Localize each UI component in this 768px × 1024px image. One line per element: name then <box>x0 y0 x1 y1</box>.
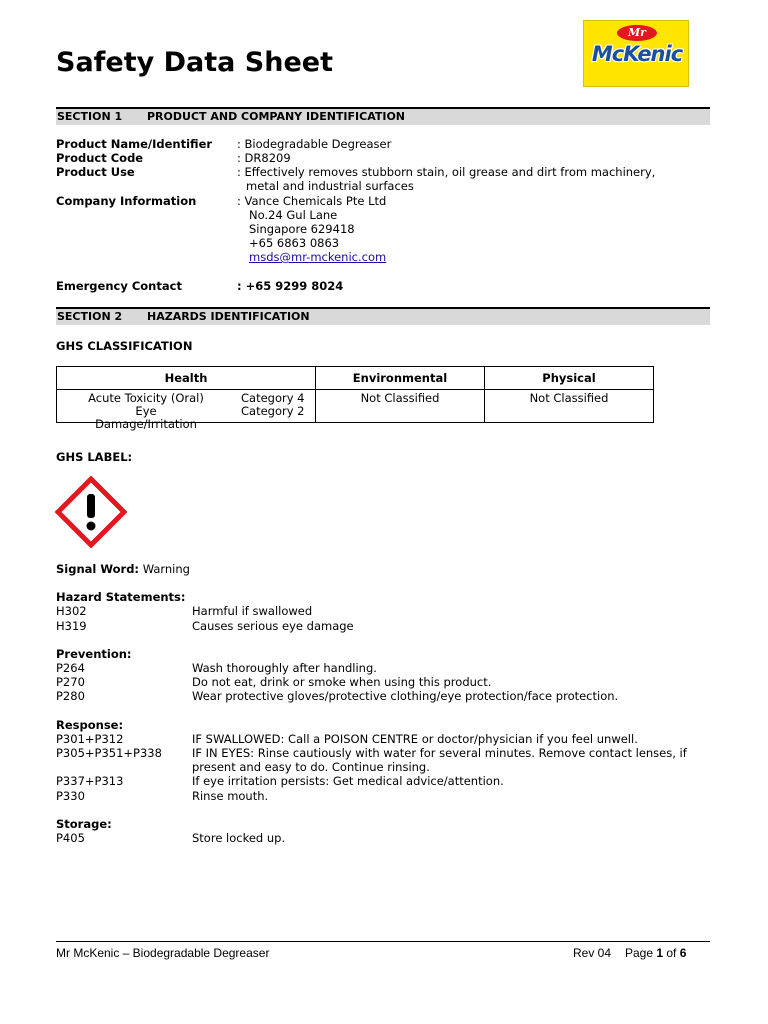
health-hazard: Acute Toxicity (Oral) <box>88 391 204 405</box>
footer-document-name: Mr McKenic – Biodegradable Degreaser <box>56 946 270 960</box>
statement-code: H302 <box>56 604 87 618</box>
statement-text: Causes serious eye damage <box>192 619 354 633</box>
statement-code: P301+P312 <box>56 732 124 746</box>
section-name: HAZARDS IDENTIFICATION <box>147 310 310 323</box>
statement-code: P270 <box>56 675 85 689</box>
company-name: : Vance Chemicals Pte Ltd <box>237 194 387 208</box>
page-of: of <box>663 946 680 960</box>
statement-text: Store locked up. <box>192 831 286 845</box>
signal-word <box>56 562 190 576</box>
section-number: SECTION 2 <box>57 310 123 323</box>
company-info-label: Company Information <box>56 194 197 208</box>
page-total: 6 <box>679 946 687 960</box>
product-use-value-cont: metal and industrial surfaces <box>246 179 414 193</box>
ghs-label-heading: GHS LABEL: <box>56 450 133 464</box>
statement-code: H319 <box>56 619 87 633</box>
logo-mr-badge: Mr <box>617 25 657 41</box>
table-row <box>57 390 654 423</box>
product-name-value: : Biodegradable Degreaser <box>237 137 392 151</box>
statement-code: P264 <box>56 661 85 675</box>
footer-revision: Rev 04 <box>573 946 612 960</box>
table-header-row <box>57 367 654 390</box>
environmental-cell: Not Classified <box>316 390 485 423</box>
statement-text: IF IN EYES: Rinse cautiously with water for several minutes. Remove contact lenses, if <box>192 746 687 760</box>
logo-brand-name: McKenic <box>591 42 683 66</box>
health-hazard: Eye Damage/Irritation <box>95 404 197 431</box>
section-2-header <box>56 307 710 325</box>
statement-text: Harmful if swallowed <box>192 604 313 618</box>
statement-text: If eye irritation persists: Get medical advice/attention. <box>192 774 504 788</box>
company-email-link[interactable]: msds@mr-mckenic.com <box>249 250 387 264</box>
section-name: PRODUCT AND COMPANY IDENTIFICATION <box>147 110 406 123</box>
health-cell <box>57 390 316 431</box>
hazard-statements-heading: Hazard Statements: <box>56 590 186 604</box>
statement-code: P305+P351+P338 <box>56 746 162 760</box>
response-heading: Response: <box>56 718 124 732</box>
page-prefix: Page <box>625 946 657 960</box>
document-title: Safety Data Sheet <box>56 47 333 78</box>
column-header-environmental: Environmental <box>316 367 485 390</box>
statement-code: P337+P313 <box>56 774 124 788</box>
exclamation-mark-pictogram-icon <box>55 476 127 548</box>
product-use-value: : Effectively removes stubborn stain, oil grease and dirt from machinery, <box>237 165 656 179</box>
health-category: Category 2 <box>241 404 305 418</box>
product-name-label: Product Name/Identifier <box>56 137 213 151</box>
product-use-label: Product Use <box>56 165 135 179</box>
company-address: No.24 Gul Lane <box>249 208 338 222</box>
section-1-header <box>56 107 710 125</box>
ghs-classification-table <box>56 366 654 431</box>
prevention-heading: Prevention: <box>56 647 132 661</box>
footer-page-number <box>625 946 686 960</box>
statement-text: Rinse mouth. <box>192 789 269 803</box>
emergency-contact-value: : +65 9299 8024 <box>237 279 344 293</box>
statement-text: Wash thoroughly after handling. <box>192 661 377 675</box>
page-current: 1 <box>656 946 664 960</box>
storage-heading: Storage: <box>56 817 112 831</box>
statement-code: P280 <box>56 689 85 703</box>
statement-code: P405 <box>56 831 85 845</box>
company-city: Singapore 629418 <box>249 222 355 236</box>
section-number: SECTION 1 <box>57 110 123 123</box>
statement-text-cont: present and easy to do. Continue rinsing. <box>192 760 430 774</box>
product-code-value: : DR8209 <box>237 151 291 165</box>
emergency-contact-label: Emergency Contact <box>56 279 182 293</box>
column-header-health: Health <box>57 367 316 390</box>
column-header-physical: Physical <box>485 367 654 390</box>
signal-word-label: Signal Word: <box>56 562 140 576</box>
statement-text: IF SWALLOWED: Call a POISON CENTRE or doctor/physician if you feel unwell. <box>192 732 638 746</box>
signal-word-value: Warning <box>142 562 190 576</box>
company-phone: +65 6863 0863 <box>249 236 340 250</box>
statement-text: Wear protective gloves/protective clothing/eye protection/face protection. <box>192 689 619 703</box>
statement-code: P330 <box>56 789 85 803</box>
ghs-classification-heading: GHS CLASSIFICATION <box>56 339 193 353</box>
company-logo <box>583 20 689 87</box>
product-code-label: Product Code <box>56 151 144 165</box>
health-category: Category 4 <box>241 391 305 405</box>
footer-divider <box>56 941 710 942</box>
physical-cell: Not Classified <box>485 390 654 423</box>
statement-text: Do not eat, drink or smoke when using this product. <box>192 675 492 689</box>
